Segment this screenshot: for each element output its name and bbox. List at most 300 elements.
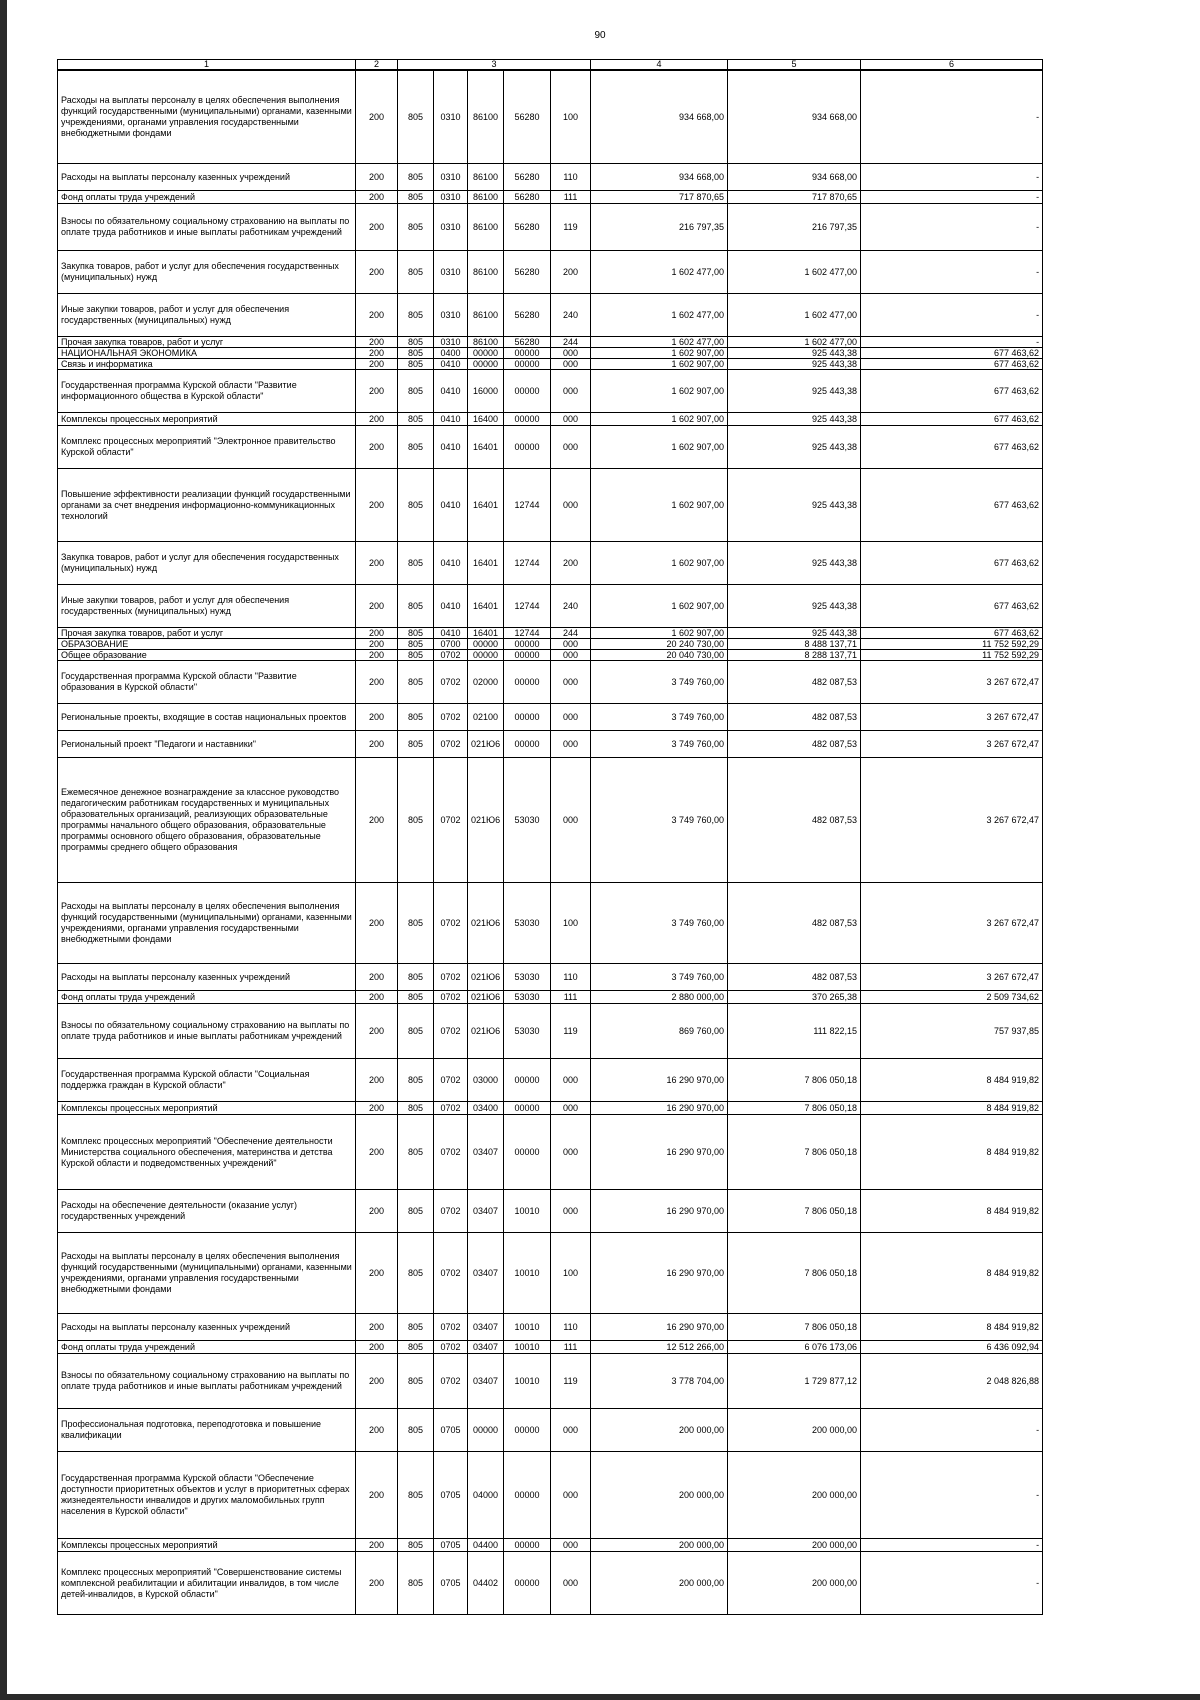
row-cell-c2: 805 (398, 704, 434, 731)
row-cell-c1: 200 (356, 661, 398, 704)
table-row (58, 164, 1043, 191)
row-cell-c2: 805 (398, 1539, 434, 1552)
row-cell-c3: 0410 (434, 585, 468, 628)
row-name: Прочая закупка товаров, работ и услуг (58, 628, 356, 639)
row-name: Государственная программа Курской области "Социальная поддержка граждан в Курской области" (58, 1059, 356, 1102)
row-cell-c2: 805 (398, 650, 434, 661)
row-cell-c2: 805 (398, 585, 434, 628)
row-cell-v5: 7 806 050,18 (728, 1190, 861, 1233)
row-cell-c6: 200 (551, 542, 591, 585)
row-cell-c3: 0702 (434, 964, 468, 991)
row-cell-c4: 00000 (468, 650, 504, 661)
row-cell-v6: 2 048 826,88 (861, 1354, 1043, 1409)
row-cell-v6: 6 436 092,94 (861, 1341, 1043, 1354)
row-name: Расходы на выплаты персоналу в целях обеспечения выполнения функций государственными (муниципальными) органами, казенными учреждениями, органами управления государственными внебюджетными фондами (58, 883, 356, 964)
row-cell-c6: 100 (551, 70, 591, 164)
row-cell-v6: 8 484 919,82 (861, 1115, 1043, 1190)
row-cell-v4: 3 749 760,00 (591, 964, 728, 991)
row-cell-c4: 04000 (468, 1452, 504, 1539)
row-cell-c4: 16401 (468, 628, 504, 639)
row-cell-c5: 00000 (504, 348, 551, 359)
row-cell-c1: 200 (356, 70, 398, 164)
row-cell-v5: 1 602 477,00 (728, 251, 861, 294)
row-cell-v4: 1 602 907,00 (591, 359, 728, 370)
row-cell-v4: 1 602 907,00 (591, 585, 728, 628)
row-cell-c2: 805 (398, 426, 434, 469)
row-name: Комплексы процессных мероприятий (58, 1102, 356, 1115)
header-cell: 3 (398, 60, 591, 71)
row-cell-c3: 0702 (434, 1190, 468, 1233)
table-row (58, 704, 1043, 731)
row-cell-c1: 200 (356, 1115, 398, 1190)
row-cell-v6: - (861, 251, 1043, 294)
row-cell-c3: 0310 (434, 204, 468, 251)
table-row (58, 337, 1043, 348)
row-cell-c2: 805 (398, 542, 434, 585)
row-cell-c6: 244 (551, 337, 591, 348)
row-cell-c6: 119 (551, 204, 591, 251)
row-cell-c5: 10010 (504, 1354, 551, 1409)
row-cell-c2: 805 (398, 731, 434, 758)
row-cell-c3: 0702 (434, 991, 468, 1004)
row-cell-c6: 119 (551, 1004, 591, 1059)
row-cell-c2: 805 (398, 1115, 434, 1190)
row-cell-c3: 0410 (434, 628, 468, 639)
row-cell-c6: 000 (551, 1190, 591, 1233)
table-row (58, 348, 1043, 359)
row-cell-c2: 805 (398, 204, 434, 251)
row-cell-c4: 86100 (468, 164, 504, 191)
row-cell-c6: 000 (551, 1115, 591, 1190)
row-cell-v4: 1 602 907,00 (591, 348, 728, 359)
row-cell-v4: 934 668,00 (591, 164, 728, 191)
row-cell-c4: 16401 (468, 542, 504, 585)
row-cell-c1: 200 (356, 1354, 398, 1409)
row-cell-c5: 56280 (504, 294, 551, 337)
row-cell-v6: 11 752 592,29 (861, 639, 1043, 650)
row-cell-c6: 000 (551, 370, 591, 413)
row-cell-v5: 934 668,00 (728, 164, 861, 191)
table-row (58, 370, 1043, 413)
row-cell-v5: 1 602 477,00 (728, 294, 861, 337)
row-cell-v4: 3 749 760,00 (591, 758, 728, 883)
row-cell-v4: 3 749 760,00 (591, 661, 728, 704)
row-cell-c1: 200 (356, 639, 398, 650)
row-cell-c1: 200 (356, 1452, 398, 1539)
row-cell-c6: 000 (551, 731, 591, 758)
row-cell-c4: 03407 (468, 1190, 504, 1233)
header-cell: 5 (728, 60, 861, 71)
row-cell-c1: 200 (356, 1539, 398, 1552)
row-cell-c4: 00000 (468, 359, 504, 370)
row-cell-c5: 53030 (504, 991, 551, 1004)
row-cell-c3: 0702 (434, 1059, 468, 1102)
row-cell-c2: 805 (398, 413, 434, 426)
table-row (58, 661, 1043, 704)
row-cell-v5: 200 000,00 (728, 1409, 861, 1452)
row-name: Общее образование (58, 650, 356, 661)
row-cell-v6: 677 463,62 (861, 359, 1043, 370)
row-cell-v6: 3 267 672,47 (861, 704, 1043, 731)
row-cell-c3: 0702 (434, 650, 468, 661)
row-cell-c2: 805 (398, 1552, 434, 1615)
table-row (58, 1341, 1043, 1354)
row-cell-v5: 370 265,38 (728, 991, 861, 1004)
row-cell-v5: 925 443,38 (728, 628, 861, 639)
row-cell-c6: 000 (551, 704, 591, 731)
row-cell-v6: 8 484 919,82 (861, 1102, 1043, 1115)
table-row (58, 1314, 1043, 1341)
row-cell-v4: 16 290 970,00 (591, 1314, 728, 1341)
row-cell-c2: 805 (398, 337, 434, 348)
row-cell-c2: 805 (398, 1354, 434, 1409)
row-cell-c1: 200 (356, 731, 398, 758)
row-cell-v6: - (861, 1409, 1043, 1452)
row-cell-c1: 200 (356, 426, 398, 469)
table-row (58, 413, 1043, 426)
row-name: Государственная программа Курской области "Развитие образования в Курской области" (58, 661, 356, 704)
row-cell-c6: 000 (551, 1452, 591, 1539)
row-cell-c6: 000 (551, 661, 591, 704)
row-cell-c5: 00000 (504, 1409, 551, 1452)
table-row (58, 294, 1043, 337)
row-cell-c5: 53030 (504, 964, 551, 991)
table-row (58, 426, 1043, 469)
row-cell-v6: 677 463,62 (861, 628, 1043, 639)
row-cell-c5: 10010 (504, 1314, 551, 1341)
row-cell-v5: 925 443,38 (728, 413, 861, 426)
row-cell-c6: 240 (551, 294, 591, 337)
row-cell-v4: 16 290 970,00 (591, 1233, 728, 1314)
row-cell-c4: 021Ю6 (468, 883, 504, 964)
row-cell-c6: 000 (551, 1059, 591, 1102)
row-cell-v5: 482 087,53 (728, 758, 861, 883)
row-cell-v4: 1 602 907,00 (591, 542, 728, 585)
row-cell-c5: 00000 (504, 639, 551, 650)
page-number: 90 (594, 30, 606, 41)
row-cell-c5: 56280 (504, 70, 551, 164)
row-name: НАЦИОНАЛЬНАЯ ЭКОНОМИКА (58, 348, 356, 359)
row-cell-c1: 200 (356, 337, 398, 348)
row-cell-v4: 16 290 970,00 (591, 1115, 728, 1190)
row-cell-c5: 00000 (504, 1102, 551, 1115)
row-cell-v5: 6 076 173,06 (728, 1341, 861, 1354)
row-cell-c2: 805 (398, 991, 434, 1004)
row-cell-v6: - (861, 294, 1043, 337)
row-cell-c5: 12744 (504, 542, 551, 585)
row-name: Взносы по обязательному социальному страхованию на выплаты по оплате труда работников и иные выплаты работникам учреждений (58, 204, 356, 251)
row-cell-v5: 925 443,38 (728, 348, 861, 359)
row-cell-c6: 000 (551, 1539, 591, 1552)
table-row (58, 469, 1043, 542)
row-cell-c1: 200 (356, 585, 398, 628)
row-cell-c6: 000 (551, 1102, 591, 1115)
row-cell-c5: 53030 (504, 883, 551, 964)
row-cell-v5: 8 488 137,71 (728, 639, 861, 650)
row-cell-v5: 925 443,38 (728, 426, 861, 469)
table-row (58, 650, 1043, 661)
table-row (58, 758, 1043, 883)
row-cell-v4: 1 602 477,00 (591, 337, 728, 348)
row-cell-c2: 805 (398, 1314, 434, 1341)
row-cell-v5: 934 668,00 (728, 70, 861, 164)
row-cell-v4: 216 797,35 (591, 204, 728, 251)
row-cell-v5: 1 729 877,12 (728, 1354, 861, 1409)
row-cell-c6: 111 (551, 1341, 591, 1354)
row-cell-c5: 00000 (504, 1059, 551, 1102)
row-cell-c1: 200 (356, 370, 398, 413)
row-cell-c6: 110 (551, 164, 591, 191)
row-cell-v6: - (861, 1552, 1043, 1615)
row-cell-c3: 0702 (434, 1115, 468, 1190)
row-cell-v6: - (861, 70, 1043, 164)
row-cell-c4: 021Ю6 (468, 758, 504, 883)
table-row (58, 1233, 1043, 1314)
row-name: Комплекс процессных мероприятий "Электронное правительство Курской области" (58, 426, 356, 469)
budget-table (57, 59, 1043, 1615)
row-name: Региональные проекты, входящие в состав национальных проектов (58, 704, 356, 731)
row-cell-c3: 0410 (434, 370, 468, 413)
row-cell-c2: 805 (398, 1341, 434, 1354)
row-cell-v5: 8 288 137,71 (728, 650, 861, 661)
row-cell-v4: 869 760,00 (591, 1004, 728, 1059)
row-cell-c1: 200 (356, 1004, 398, 1059)
row-cell-v6: 757 937,85 (861, 1004, 1043, 1059)
row-cell-v4: 20 240 730,00 (591, 639, 728, 650)
row-cell-c6: 244 (551, 628, 591, 639)
row-cell-c4: 03000 (468, 1059, 504, 1102)
row-cell-c6: 000 (551, 1409, 591, 1452)
row-cell-v5: 1 602 477,00 (728, 337, 861, 348)
row-cell-v5: 925 443,38 (728, 585, 861, 628)
row-cell-c6: 000 (551, 1552, 591, 1615)
row-cell-c5: 56280 (504, 164, 551, 191)
row-cell-c5: 00000 (504, 359, 551, 370)
row-cell-c4: 04400 (468, 1539, 504, 1552)
row-cell-v6: 3 267 672,47 (861, 758, 1043, 883)
row-cell-v6: 2 509 734,62 (861, 991, 1043, 1004)
header-cell: 2 (356, 60, 398, 71)
row-name: Прочая закупка товаров, работ и услуг (58, 337, 356, 348)
row-cell-v5: 482 087,53 (728, 964, 861, 991)
row-cell-c3: 0410 (434, 469, 468, 542)
row-cell-v5: 925 443,38 (728, 469, 861, 542)
table-row (58, 251, 1043, 294)
row-cell-v6: 8 484 919,82 (861, 1190, 1043, 1233)
table-row (58, 1102, 1043, 1115)
row-cell-v4: 1 602 907,00 (591, 469, 728, 542)
row-cell-v6: 677 463,62 (861, 426, 1043, 469)
row-cell-v4: 16 290 970,00 (591, 1190, 728, 1233)
row-cell-c3: 0410 (434, 413, 468, 426)
row-cell-c3: 0702 (434, 758, 468, 883)
row-cell-v6: - (861, 1452, 1043, 1539)
row-cell-c1: 200 (356, 964, 398, 991)
row-name: Профессиональная подготовка, переподготовка и повышение квалификации (58, 1409, 356, 1452)
row-cell-c4: 04402 (468, 1552, 504, 1615)
row-cell-c4: 86100 (468, 251, 504, 294)
row-cell-v6: 3 267 672,47 (861, 661, 1043, 704)
table-row (58, 1552, 1043, 1615)
row-cell-v6: - (861, 337, 1043, 348)
row-cell-c4: 02100 (468, 704, 504, 731)
row-cell-v5: 200 000,00 (728, 1452, 861, 1539)
row-cell-v6: - (861, 191, 1043, 204)
row-cell-c3: 0705 (434, 1552, 468, 1615)
row-cell-c5: 10010 (504, 1190, 551, 1233)
row-cell-c3: 0702 (434, 1233, 468, 1314)
row-cell-c6: 110 (551, 1314, 591, 1341)
row-cell-v6: 677 463,62 (861, 370, 1043, 413)
row-cell-c4: 021Ю6 (468, 964, 504, 991)
row-cell-c4: 86100 (468, 337, 504, 348)
row-cell-c3: 0705 (434, 1409, 468, 1452)
row-cell-c3: 0702 (434, 1314, 468, 1341)
row-cell-c4: 86100 (468, 191, 504, 204)
row-cell-c5: 12744 (504, 585, 551, 628)
row-cell-c2: 805 (398, 1452, 434, 1539)
row-cell-c5: 00000 (504, 731, 551, 758)
row-cell-c1: 200 (356, 628, 398, 639)
row-name: ОБРАЗОВАНИЕ (58, 639, 356, 650)
row-cell-v4: 1 602 907,00 (591, 370, 728, 413)
row-cell-v4: 20 040 730,00 (591, 650, 728, 661)
row-name: Иные закупки товаров, работ и услуг для обеспечения государственных (муниципальных) нужд (58, 294, 356, 337)
row-cell-v4: 12 512 266,00 (591, 1341, 728, 1354)
row-cell-v6: 8 484 919,82 (861, 1233, 1043, 1314)
row-name: Комплексы процессных мероприятий (58, 1539, 356, 1552)
row-cell-v5: 925 443,38 (728, 370, 861, 413)
row-cell-c3: 0410 (434, 359, 468, 370)
header-cell: 1 (58, 60, 356, 71)
row-cell-c1: 200 (356, 164, 398, 191)
row-name: Иные закупки товаров, работ и услуг для обеспечения государственных (муниципальных) нужд (58, 585, 356, 628)
row-cell-c5: 56280 (504, 191, 551, 204)
row-cell-c3: 0310 (434, 191, 468, 204)
row-name: Фонд оплаты труда учреждений (58, 1341, 356, 1354)
row-cell-c4: 86100 (468, 204, 504, 251)
row-cell-v5: 7 806 050,18 (728, 1233, 861, 1314)
row-cell-c6: 119 (551, 1354, 591, 1409)
row-cell-v4: 16 290 970,00 (591, 1059, 728, 1102)
row-cell-v5: 216 797,35 (728, 204, 861, 251)
row-cell-c2: 805 (398, 758, 434, 883)
table-row (58, 1452, 1043, 1539)
header-cell: 4 (591, 60, 728, 71)
row-cell-c5: 00000 (504, 704, 551, 731)
row-name: Расходы на обеспечение деятельности (оказание услуг) государственных учреждений (58, 1190, 356, 1233)
row-cell-v4: 934 668,00 (591, 70, 728, 164)
scan-left-edge (0, 0, 7, 1700)
row-cell-v6: 3 267 672,47 (861, 964, 1043, 991)
table-row (58, 204, 1043, 251)
row-cell-v5: 200 000,00 (728, 1552, 861, 1615)
row-name: Связь и информатика (58, 359, 356, 370)
row-cell-c5: 56280 (504, 204, 551, 251)
row-cell-c2: 805 (398, 70, 434, 164)
row-cell-c1: 200 (356, 1552, 398, 1615)
row-name: Закупка товаров, работ и услуг для обеспечения государственных (муниципальных) нужд (58, 542, 356, 585)
row-cell-c1: 200 (356, 1409, 398, 1452)
row-cell-c1: 200 (356, 359, 398, 370)
row-name: Государственная программа Курской области "Развитие информационного общества в Курской области" (58, 370, 356, 413)
row-cell-c4: 02000 (468, 661, 504, 704)
row-cell-v6: 677 463,62 (861, 469, 1043, 542)
table-row (58, 1059, 1043, 1102)
row-cell-v5: 7 806 050,18 (728, 1102, 861, 1115)
row-cell-c4: 03400 (468, 1102, 504, 1115)
row-cell-c5: 12744 (504, 469, 551, 542)
row-cell-c4: 86100 (468, 70, 504, 164)
row-name: Расходы на выплаты персоналу в целях обеспечения выполнения функций государственными (муниципальными) органами, казенными учреждениями, органами управления государственными внебюджетными фондами (58, 70, 356, 164)
row-cell-c6: 200 (551, 251, 591, 294)
row-cell-c6: 000 (551, 639, 591, 650)
row-cell-c2: 805 (398, 883, 434, 964)
row-cell-c2: 805 (398, 469, 434, 542)
row-cell-c4: 86100 (468, 294, 504, 337)
row-cell-c3: 0702 (434, 704, 468, 731)
row-cell-v6: 3 267 672,47 (861, 883, 1043, 964)
row-cell-c5: 00000 (504, 426, 551, 469)
row-cell-v6: 677 463,62 (861, 348, 1043, 359)
row-cell-c5: 10010 (504, 1233, 551, 1314)
row-cell-c3: 0702 (434, 1341, 468, 1354)
row-cell-c6: 111 (551, 991, 591, 1004)
row-name: Расходы на выплаты персоналу казенных учреждений (58, 964, 356, 991)
row-cell-c2: 805 (398, 251, 434, 294)
row-cell-c3: 0702 (434, 731, 468, 758)
row-cell-c1: 200 (356, 1341, 398, 1354)
table-row (58, 542, 1043, 585)
row-cell-c4: 03407 (468, 1314, 504, 1341)
row-name: Комплекс процессных мероприятий "Обеспечение деятельности Министерства социального обеспечения, материнства и детства Курской области и подведомственных учреждений" (58, 1115, 356, 1190)
row-cell-c2: 805 (398, 1190, 434, 1233)
row-cell-c3: 0310 (434, 294, 468, 337)
row-cell-v5: 925 443,38 (728, 542, 861, 585)
row-cell-c6: 000 (551, 758, 591, 883)
row-cell-c4: 16000 (468, 370, 504, 413)
row-cell-v4: 1 602 477,00 (591, 251, 728, 294)
row-cell-v6: 677 463,62 (861, 585, 1043, 628)
row-cell-v5: 111 822,15 (728, 1004, 861, 1059)
row-cell-c5: 53030 (504, 1004, 551, 1059)
row-cell-c1: 200 (356, 1314, 398, 1341)
row-cell-c6: 240 (551, 585, 591, 628)
row-cell-v6: 8 484 919,82 (861, 1059, 1043, 1102)
row-cell-c3: 0702 (434, 1004, 468, 1059)
row-cell-v4: 3 749 760,00 (591, 883, 728, 964)
row-cell-c6: 100 (551, 883, 591, 964)
row-cell-c2: 805 (398, 164, 434, 191)
row-cell-c3: 0310 (434, 70, 468, 164)
row-cell-c5: 00000 (504, 1452, 551, 1539)
row-cell-v6: 11 752 592,29 (861, 650, 1043, 661)
row-name: Взносы по обязательному социальному страхованию на выплаты по оплате труда работников и иные выплаты работникам учреждений (58, 1354, 356, 1409)
row-cell-c5: 00000 (504, 1539, 551, 1552)
row-cell-c1: 200 (356, 251, 398, 294)
row-cell-c3: 0410 (434, 426, 468, 469)
row-cell-v4: 1 602 477,00 (591, 294, 728, 337)
row-cell-c4: 021Ю6 (468, 731, 504, 758)
row-cell-c5: 00000 (504, 413, 551, 426)
row-cell-v6: - (861, 164, 1043, 191)
row-cell-c3: 0700 (434, 639, 468, 650)
row-cell-c1: 200 (356, 204, 398, 251)
row-cell-v5: 7 806 050,18 (728, 1115, 861, 1190)
table-row (58, 70, 1043, 164)
table-row (58, 628, 1043, 639)
scan-bottom-edge (0, 1694, 1200, 1700)
